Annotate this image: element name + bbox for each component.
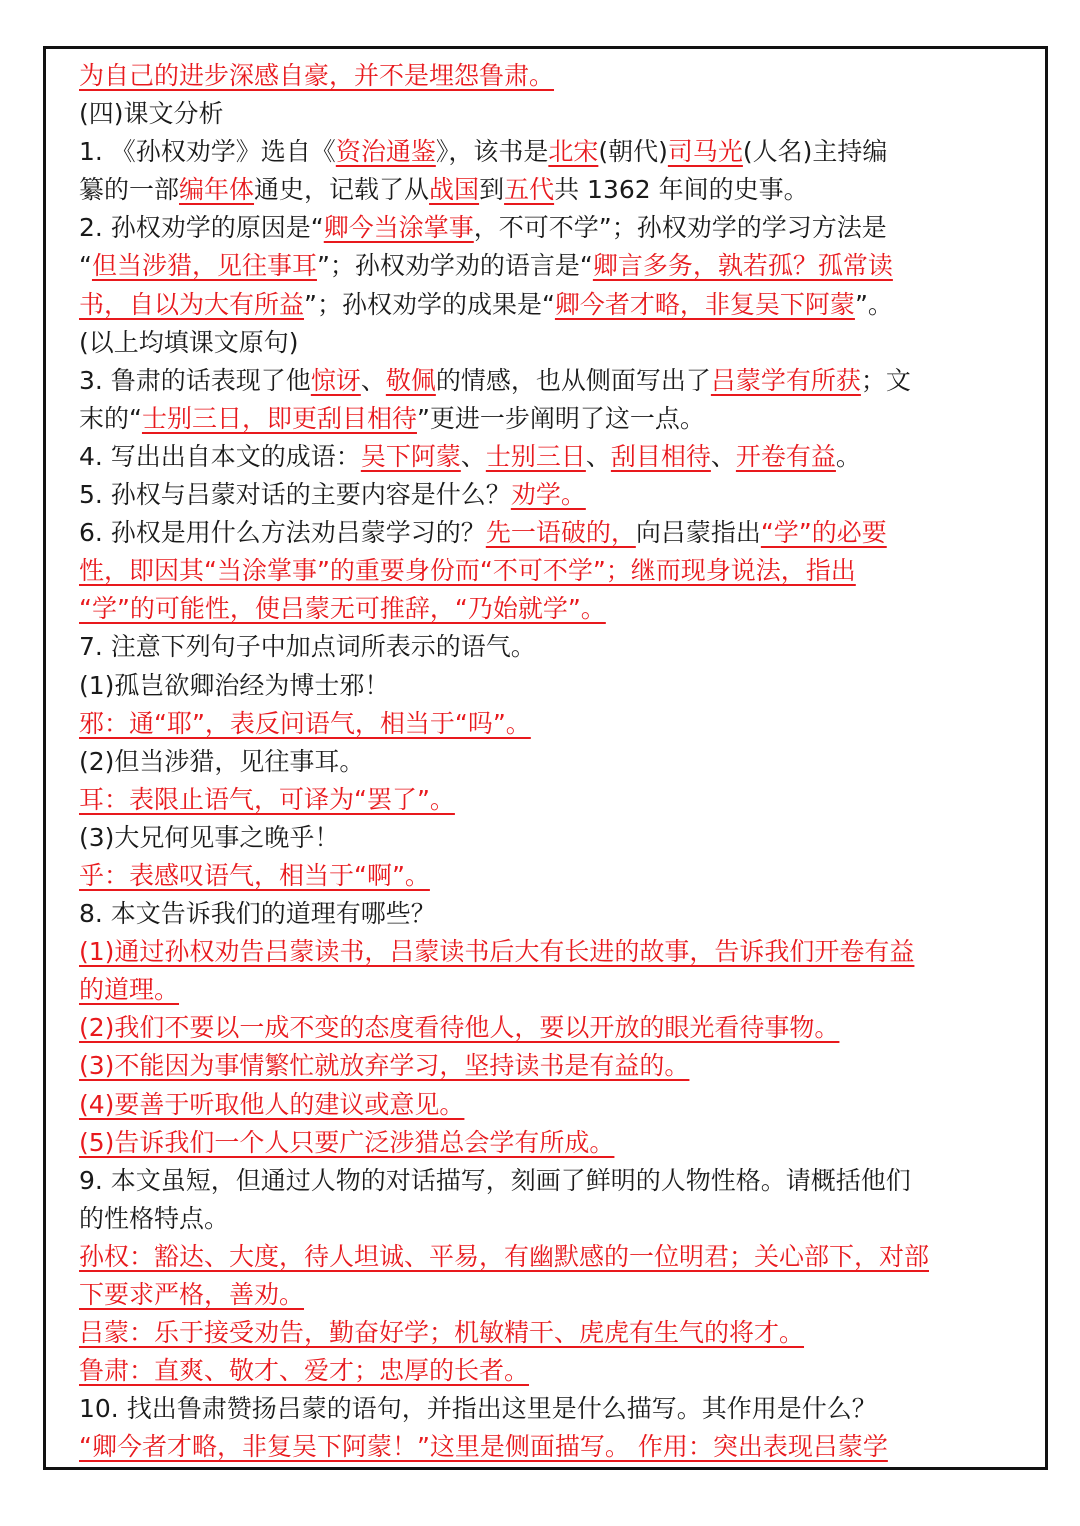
text-line bbox=[79, 209, 1021, 247]
text-line bbox=[79, 1009, 1021, 1047]
question-text: 纂的一部 bbox=[79, 175, 180, 205]
page-border bbox=[43, 46, 1048, 1470]
text-line bbox=[79, 247, 1021, 285]
answer-text: 北宋 bbox=[548, 137, 599, 167]
answer-text: 耳：表限止语气，可译为“罢了”。 bbox=[79, 784, 455, 814]
question-text: ”；孙权劝学劝的语言是“ bbox=[316, 251, 593, 281]
question-text: 的情感，也从侧面写出了 bbox=[435, 365, 711, 395]
question-text: 1. 《孙权劝学》选自《 bbox=[79, 137, 336, 167]
answer-text: 战国 bbox=[429, 175, 480, 205]
text-line bbox=[79, 971, 1021, 1009]
question-text: (人名)主持编 bbox=[742, 137, 888, 167]
question-text: 4. 写出出自本文的成语： bbox=[79, 441, 361, 471]
question-text: 、 bbox=[585, 441, 611, 471]
question-text: 的性格特点。 bbox=[79, 1203, 230, 1233]
text-line bbox=[79, 95, 1021, 133]
text-line bbox=[79, 705, 1021, 743]
text-line bbox=[79, 781, 1021, 819]
question-text: 3. 鲁肃的话表现了他 bbox=[79, 365, 311, 395]
text-line bbox=[79, 1200, 1021, 1238]
text-line bbox=[79, 57, 1021, 95]
question-text: 共 1362 年间的史事。 bbox=[554, 175, 809, 205]
question-text: 、 bbox=[710, 441, 736, 471]
question-text: (2)但当涉猎，见往事耳。 bbox=[79, 746, 365, 776]
text-line bbox=[79, 286, 1021, 324]
text-line bbox=[79, 438, 1021, 476]
text-line bbox=[79, 324, 1021, 362]
answer-text: 吕蒙：乐于接受劝告，勤奋好学；机敏精干、虎虎有生气的将才。 bbox=[79, 1318, 805, 1348]
question-text: 到 bbox=[479, 175, 505, 205]
question-text: 6. 孙权是用什么方法劝吕蒙学习的？ bbox=[79, 518, 486, 548]
text-line bbox=[79, 819, 1021, 857]
question-text: 通史，记载了从 bbox=[254, 175, 430, 205]
question-text: 、 bbox=[460, 441, 486, 471]
answer-text: 的道理。 bbox=[79, 975, 180, 1005]
text-line bbox=[79, 1086, 1021, 1124]
question-text: (以上均填课文原句) bbox=[79, 327, 299, 357]
question-text: ，不可不学”；孙权劝学的学习方法是 bbox=[473, 213, 887, 243]
question-text: 10. 找出鲁肃赞扬吕蒙的语句，并指出这里是什么描写。其作用是什么？ bbox=[79, 1394, 877, 1424]
text-line bbox=[79, 171, 1021, 209]
answer-text: 先一语破的， bbox=[485, 518, 636, 548]
text-line bbox=[79, 1390, 1021, 1428]
answer-text: (5)告诉我们一个人只要广泛涉猎总会学有所成。 bbox=[79, 1127, 615, 1157]
question-text: (四)课文分析 bbox=[79, 99, 224, 129]
answer-text: 敬佩 bbox=[385, 365, 436, 395]
question-text: “ bbox=[79, 251, 92, 281]
text-line bbox=[79, 476, 1021, 514]
text-line bbox=[79, 667, 1021, 705]
answer-text: 刮目相待 bbox=[610, 441, 711, 471]
answer-text: 但当涉猎，见往事耳 bbox=[91, 251, 317, 281]
text-line bbox=[79, 1238, 1021, 1276]
answer-text: 性，即因其“当涂掌事”的重要身份而“不可不学”；继而现身说法，指出 bbox=[79, 556, 856, 586]
answer-text: “学”的可能性，使吕蒙无可推辞，“乃始就学”。 bbox=[79, 594, 606, 624]
question-text: 5. 孙权与吕蒙对话的主要内容是什么？ bbox=[79, 480, 511, 510]
answer-text: 鲁肃：直爽、敬才、爱才；忠厚的长者。 bbox=[79, 1356, 530, 1386]
text-line bbox=[79, 1314, 1021, 1352]
answer-text: 卿今当涂掌事 bbox=[323, 213, 474, 243]
text-line bbox=[79, 1162, 1021, 1200]
answer-text: 下要求严格，善劝。 bbox=[79, 1280, 305, 1309]
answer-text: 士别三日，即更刮目相待 bbox=[141, 403, 417, 433]
question-text: 8. 本文告诉我们的道理有哪些？ bbox=[79, 899, 436, 929]
question-text: 9. 本文虽短，但通过人物的对话描写，刻画了鲜明的人物性格。请概括他们 bbox=[79, 1165, 911, 1195]
text-line bbox=[79, 514, 1021, 552]
text-line bbox=[79, 1428, 1021, 1466]
question-text: ”。 bbox=[854, 289, 893, 319]
text-line bbox=[79, 362, 1021, 400]
answer-text: (1)通过孙权劝告吕蒙读书，吕蒙读书后大有长进的故事，告诉我们开卷有益 bbox=[79, 937, 915, 967]
text-line bbox=[79, 857, 1021, 895]
question-text: 向吕蒙指出 bbox=[635, 518, 761, 548]
answer-text: 吕蒙学有所获 bbox=[710, 365, 861, 395]
answer-text: 孙权：豁达、大度，待人坦诚、平易，有幽默感的一位明君；关心部下，对部 bbox=[79, 1241, 930, 1271]
question-text: 。 bbox=[835, 441, 861, 471]
answer-text: 书，自以为大有所益 bbox=[79, 289, 305, 319]
text-line bbox=[79, 933, 1021, 971]
answer-text: 乎：表感叹语气，相当于“啊”。 bbox=[79, 860, 430, 890]
question-text: 7. 注意下列句子中加点词所表示的语气。 bbox=[79, 632, 536, 662]
answer-text: “学”的必要 bbox=[760, 518, 887, 548]
text-line bbox=[79, 895, 1021, 933]
text-line bbox=[79, 400, 1021, 438]
question-text: 》，该书是 bbox=[435, 137, 549, 167]
question-text: (朝代) bbox=[598, 137, 668, 167]
text-line bbox=[79, 552, 1021, 590]
answer-text: 邪：通“耶”，表反问语气，相当于“吗”。 bbox=[79, 708, 531, 738]
question-text: 末的“ bbox=[79, 403, 142, 433]
answer-text: 五代 bbox=[504, 175, 555, 205]
answer-text: 卿言多务，孰若孤？孤常读 bbox=[592, 251, 893, 281]
text-line bbox=[79, 628, 1021, 666]
question-text: 、 bbox=[360, 365, 386, 395]
text-line bbox=[79, 1047, 1021, 1085]
document-body bbox=[79, 57, 1021, 1466]
text-line bbox=[79, 1276, 1021, 1314]
question-text: (3)大兄何见事之晚乎！ bbox=[79, 822, 340, 852]
text-line bbox=[79, 743, 1021, 781]
answer-text: (4)要善于听取他人的建议或意见。 bbox=[79, 1089, 465, 1119]
question-text: ；文 bbox=[860, 365, 911, 395]
question-text: ”；孙权劝学的成果是“ bbox=[304, 289, 555, 319]
answer-text: 吴下阿蒙 bbox=[360, 441, 461, 471]
answer-text: 编年体 bbox=[179, 175, 255, 205]
answer-text: 惊讶 bbox=[310, 365, 361, 395]
text-line bbox=[79, 1124, 1021, 1162]
answer-text: 开卷有益 bbox=[735, 441, 836, 471]
answer-text: (2)我们不要以一成不变的态度看待他人，要以开放的眼光看待事物。 bbox=[79, 1013, 840, 1043]
text-line bbox=[79, 133, 1021, 171]
question-text: ”更进一步阐明了这一点。 bbox=[416, 403, 705, 433]
text-line bbox=[79, 1352, 1021, 1390]
answer-text: 司马光 bbox=[667, 137, 743, 167]
answer-text: 劝学。 bbox=[510, 480, 586, 510]
answer-text: 卿今者才略，非复吴下阿蒙 bbox=[554, 289, 855, 319]
answer-text: (3)不能因为事情繁忙就放弃学习，坚持读书是有益的。 bbox=[79, 1051, 690, 1081]
answer-text: 士别三日 bbox=[485, 441, 586, 471]
answer-text: “卿今者才略，非复吴下阿蒙！”这里是侧面描写。 作用：突出表现吕蒙学 bbox=[79, 1432, 888, 1462]
question-text: (1)孤岂欲卿治经为博士邪！ bbox=[79, 670, 390, 700]
text-line bbox=[79, 590, 1021, 628]
answer-text: 资治通鉴 bbox=[335, 137, 436, 167]
answer-text: 为自己的进步深感自豪，并不是埋怨鲁肃。 bbox=[79, 61, 555, 90]
question-text: 2. 孙权劝学的原因是“ bbox=[79, 213, 324, 243]
